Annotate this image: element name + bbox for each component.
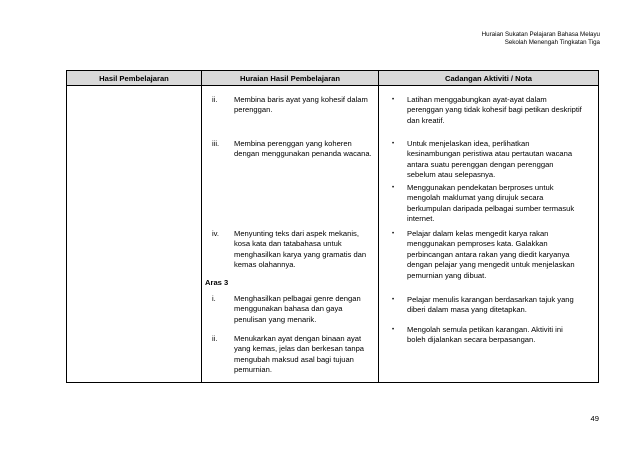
header-hasil-pembelajaran: Hasil Pembelajaran [67, 71, 202, 86]
bullet-icon: • [392, 185, 395, 191]
item-text: Menyunting teks dari aspek mekanis, kosa kata dan tatabahasa untuk menghasilkan karya yang gramatis dan kemas olahannya. [234, 229, 367, 270]
hasil-pembelajaran-cell [67, 86, 202, 383]
item-number: i. [212, 294, 216, 303]
item-text: Pelajar menulis karangan berdasarkan tajuk yang diberi dalam masa yang ditetapkan. [407, 295, 574, 315]
item-number: iii. [212, 139, 220, 148]
huraian-cell [202, 86, 379, 383]
item-text: Menukarkan ayat dengan binaan ayat yang kemas, jelas dan berkesan tanpa mengubah maksud asal bagi tujuan pemurnian. [234, 334, 365, 375]
bullet-icon: • [392, 297, 395, 303]
item-number: ii. [212, 334, 218, 343]
item-text: Latihan menggabungkan ayat-ayat dalam perenggan yang tidak kohesif bagi petikan deskriptif dan kreatif. [407, 95, 582, 125]
page-number: 49 [590, 414, 599, 423]
aras-label: Aras 3 [205, 278, 229, 287]
item-text: Pelajar dalam kelas mengedit karya rakan menggunakan pemproses kata. Galakkan perbincangan antara rakan yang diedit karyanya dengan pelajar yang mengedit untuk menjelaskan pemurnian yang dibuat. [407, 229, 575, 280]
item-text: Menggunakan pendekatan berproses untuk mengolah maklumat yang dirujuk secara berkumpulan daripada pelbagai sumber termasuk internet. [407, 183, 575, 224]
header-line-2: Sekolah Menengah Tingkatan Tiga [504, 39, 600, 46]
bullet-icon: • [392, 327, 395, 333]
bullet-icon: • [392, 231, 395, 237]
item-text: Mengolah semula petikan karangan. Aktiviti ini boleh dijalankan secara berpasangan. [407, 325, 563, 345]
item-text: Membina perenggan yang koheren dengan menggunakan penanda wacana. [234, 139, 372, 159]
bullet-icon: • [392, 97, 395, 103]
document-header [482, 31, 600, 47]
bullet-icon: • [392, 141, 395, 147]
item-number: ii. [212, 95, 218, 104]
header-huraian-hasil-pembelajaran: Huraian Hasil Pembelajaran [202, 71, 379, 86]
header-cadangan-aktiviti: Cadangan Aktiviti / Nota [379, 71, 599, 86]
item-text: Membina baris ayat yang kohesif dalam perenggan. [234, 95, 368, 115]
item-number: iv. [212, 229, 220, 238]
header-line-1: Huraian Sukatan Pelajaran Bahasa Melayu [481, 31, 600, 38]
item-text: Menghasilkan pelbagai genre dengan menggunakan bahasa dan gaya penulisan yang menarik. [234, 294, 361, 324]
cadangan-cell [379, 86, 599, 383]
learning-outcomes-table [66, 70, 599, 383]
item-text: Untuk menjelaskan idea, perlihatkan kesinambungan peristiwa atau pertautan wacana antara suatu perenggan dengan perenggan sebelum atau selepasnya. [407, 139, 573, 180]
